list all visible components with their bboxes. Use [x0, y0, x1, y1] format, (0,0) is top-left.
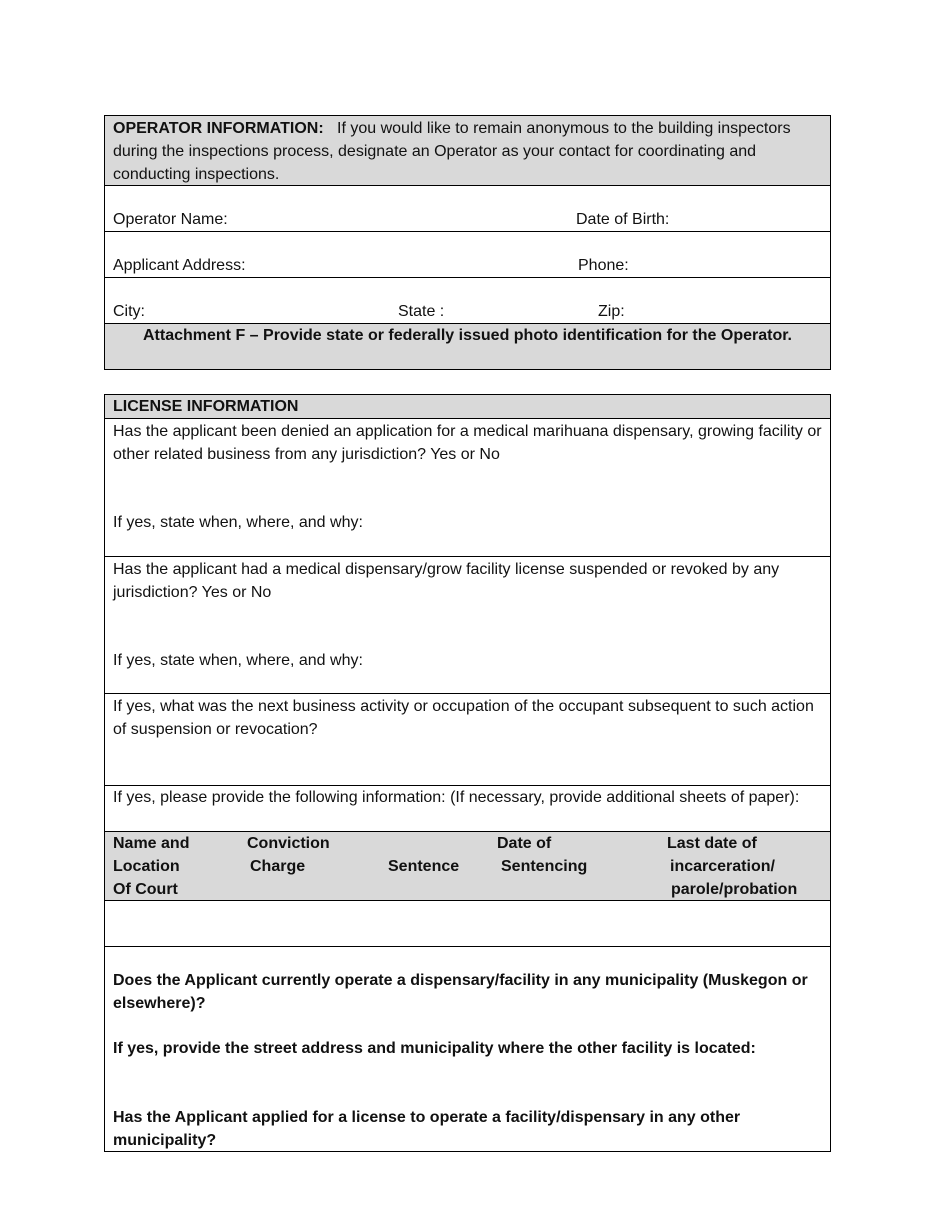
- conviction-columns-row: [105, 832, 830, 901]
- city-state-zip-row: [105, 278, 830, 324]
- column-last-date-line1: Last date of: [667, 835, 757, 852]
- attachment-row: [105, 324, 830, 369]
- denied-question: Has the applicant been denied an application for a medical marihuana dispensary, growing facility or other related business from any jurisdiction? Yes or No: [113, 423, 822, 463]
- operator-intro: [113, 117, 822, 186]
- column-date-of-sentencing-line2: Sentencing: [501, 858, 588, 875]
- denied-question-row: [105, 419, 830, 557]
- operator-header-row: [105, 116, 830, 186]
- suspended-if-yes: If yes, state when, where, and why:: [113, 652, 363, 669]
- operator-information-table: [104, 115, 831, 370]
- city-label: City:: [113, 303, 145, 320]
- column-name-location-line2: Location: [113, 858, 180, 875]
- denied-if-yes: If yes, state when, where, and why:: [113, 514, 363, 531]
- applicant-address-label: Applicant Address:: [113, 257, 246, 274]
- other-facility-row: [105, 947, 830, 1151]
- zip-label: Zip:: [598, 303, 625, 320]
- column-name-location-line1: Name and: [113, 835, 190, 852]
- column-conviction-line2: Charge: [250, 858, 306, 875]
- license-header-row: [105, 395, 830, 419]
- next-activity-question: If yes, what was the next business activity or occupation of the occupant subsequent to such action of suspension or revocation?: [113, 698, 814, 738]
- operator-intro-text: If you would like to remain anonymous to the building inspectors during the inspections process, designate an Operator as your contact for coordinating and conducting inspections.: [113, 120, 791, 183]
- column-sentence: Sentence: [388, 858, 460, 875]
- date-of-birth-label: Date of Birth:: [576, 211, 670, 228]
- next-activity-row: [105, 694, 830, 786]
- column-date-of-sentencing-line1: Date of: [497, 835, 552, 852]
- applied-question: Has the Applicant applied for a license to operate a facility/dispensary in any other municipality?: [113, 1109, 741, 1149]
- license-heading: LICENSE INFORMATION: [113, 398, 299, 415]
- phone-label: Phone:: [578, 257, 629, 274]
- operator-heading: OPERATOR INFORMATION:: [113, 120, 324, 137]
- suspended-question: Has the applicant had a medical dispensary/grow facility license suspended or revoked by any jurisdiction? Yes or No: [113, 561, 780, 601]
- attachment-note: Attachment F – Provide state or federally issued photo identification for the Operator.: [143, 327, 792, 344]
- operator-name-row: [105, 186, 830, 232]
- column-conviction-line1: Conviction: [247, 835, 330, 852]
- provide-info-question: If yes, please provide the following information: (If necessary, provide additional sheets of paper):: [113, 789, 800, 806]
- column-name-location-line3: Of Court: [113, 881, 178, 898]
- facility-address-question: If yes, provide the street address and municipality where the other facility is located:: [113, 1040, 756, 1057]
- suspended-question-row: [105, 557, 830, 694]
- license-information-table: [104, 394, 831, 1152]
- operator-name-label: Operator Name:: [113, 211, 228, 228]
- operate-question: Does the Applicant currently operate a dispensary/facility in any municipality (Muskegon or elsewhere)?: [113, 972, 808, 1012]
- column-last-date-line2: incarceration/: [670, 858, 775, 875]
- applicant-address-row: [105, 232, 830, 278]
- conviction-entry-row[interactable]: [105, 901, 830, 947]
- state-label: State :: [398, 303, 445, 320]
- provide-info-row: [105, 786, 830, 832]
- column-last-date-line3: parole/probation: [671, 881, 798, 898]
